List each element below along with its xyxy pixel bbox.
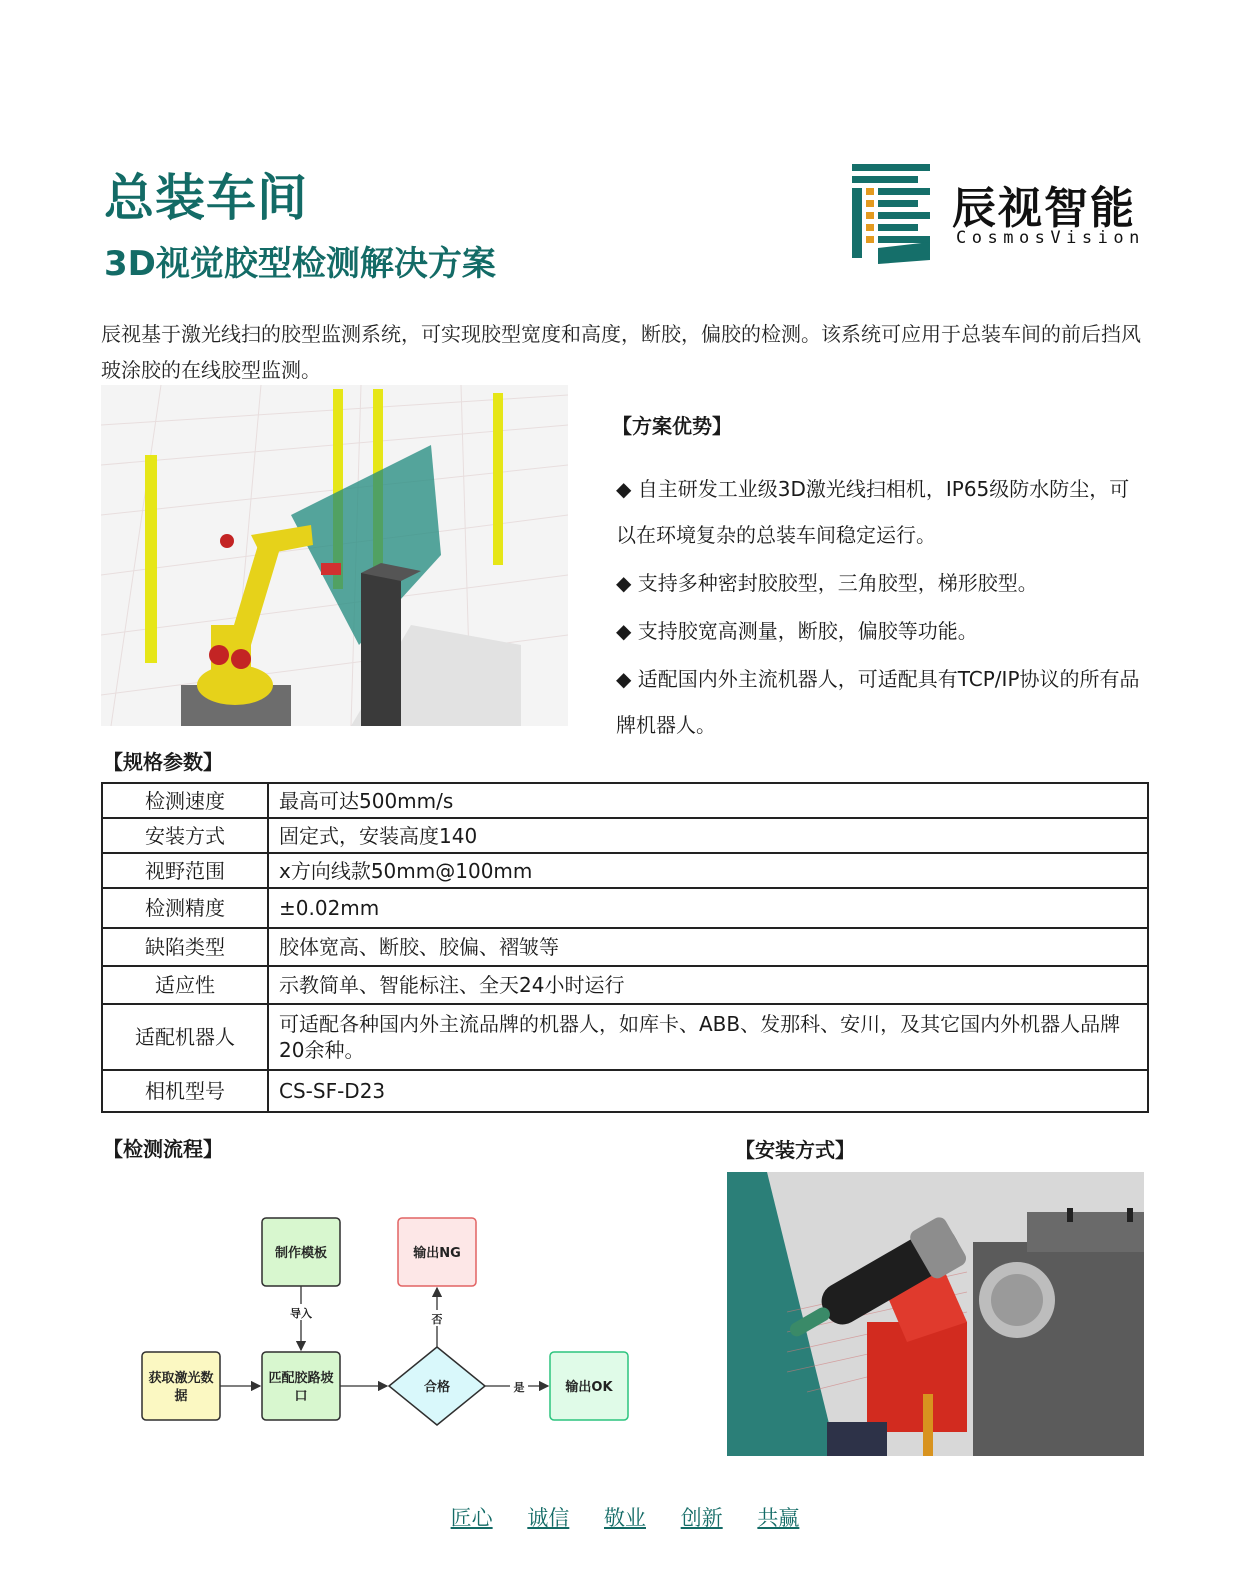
specs-heading: 【规格参数】 bbox=[103, 750, 223, 774]
table-row bbox=[102, 928, 1148, 966]
robot-scene-image bbox=[101, 385, 568, 726]
page-subtitle: 3D视觉胶型检测解决方案 bbox=[104, 244, 496, 284]
table-row bbox=[102, 966, 1148, 1004]
footer-value: 匠心 bbox=[450, 1506, 493, 1530]
spec-value: ±0.02mm bbox=[268, 888, 1148, 928]
node-match-label: 匹配胶路坡 bbox=[268, 1371, 334, 1386]
node-acquire-label: 获取激光数 bbox=[148, 1371, 214, 1386]
specs-table bbox=[101, 782, 1149, 1113]
table-row bbox=[102, 783, 1148, 818]
logo-name-cn: 辰视智能 bbox=[952, 183, 1136, 234]
spec-value: x方向线款50mm@100mm bbox=[268, 853, 1148, 888]
footer-values bbox=[0, 1502, 1250, 1532]
advantage-item: ◆ 支持多种密封胶胶型，三角胶型，梯形胶型。 bbox=[616, 571, 1038, 595]
spec-key: 视野范围 bbox=[102, 853, 268, 888]
table-row bbox=[102, 1004, 1148, 1070]
node-ok-label: 输出OK bbox=[565, 1380, 613, 1395]
node-acquire-label-2: 据 bbox=[174, 1389, 188, 1404]
table-row bbox=[102, 818, 1148, 853]
node-ng-label: 输出NG bbox=[413, 1246, 461, 1261]
install-scene-image bbox=[727, 1172, 1144, 1456]
edge-no-label: 否 bbox=[431, 1313, 443, 1326]
advantage-item: ◆ 支持胶宽高测量，断胶，偏胶等功能。 bbox=[616, 619, 978, 643]
spec-value: 可适配各种国内外主流品牌的机器人，如库卡、ABB、发那科、安川，及其它国内外机器人品牌20余种。 bbox=[268, 1004, 1148, 1070]
flow-diagram bbox=[120, 1190, 680, 1450]
spec-key: 检测速度 bbox=[102, 783, 268, 818]
advantages-heading: 【方案优势】 bbox=[612, 414, 732, 438]
logo-name-en: CosmosVision bbox=[956, 228, 1145, 248]
spec-value: CS-SF-D23 bbox=[268, 1070, 1148, 1112]
spec-value: 示教简单、智能标注、全天24小时运行 bbox=[268, 966, 1148, 1004]
advantage-item: ◆ 自主研发工业级3D激光线扫相机，IP65级防水防尘，可以在环境复杂的总装车间稳定运行。 bbox=[616, 477, 1130, 547]
table-row bbox=[102, 853, 1148, 888]
node-match bbox=[262, 1352, 340, 1420]
spec-key: 安装方式 bbox=[102, 818, 268, 853]
footer-value: 敬业 bbox=[604, 1506, 646, 1530]
node-pass-label: 合格 bbox=[423, 1380, 451, 1395]
spec-value: 胶体宽高、断胶、胶偏、褶皱等 bbox=[268, 928, 1148, 966]
spec-value: 固定式，安装高度140 bbox=[268, 818, 1148, 853]
footer-value: 共赢 bbox=[757, 1506, 800, 1530]
table-row bbox=[102, 1070, 1148, 1112]
spec-value: 最高可达500mm/s bbox=[268, 783, 1148, 818]
spec-key: 适配机器人 bbox=[102, 1004, 268, 1070]
spec-key: 检测精度 bbox=[102, 888, 268, 928]
spec-key: 缺陷类型 bbox=[102, 928, 268, 966]
advantages-list bbox=[616, 466, 1146, 750]
footer-value: 创新 bbox=[680, 1506, 723, 1530]
spec-key: 相机型号 bbox=[102, 1070, 268, 1112]
spec-key: 适应性 bbox=[102, 966, 268, 1004]
edge-yes-label: 是 bbox=[513, 1381, 525, 1394]
node-acquire bbox=[142, 1352, 220, 1420]
footer-value: 诚信 bbox=[527, 1506, 570, 1530]
logo-mark bbox=[852, 160, 930, 264]
table-row bbox=[102, 888, 1148, 928]
node-match-label-2: 口 bbox=[294, 1389, 308, 1404]
flow-heading: 【检测流程】 bbox=[103, 1137, 223, 1161]
edge-import-label: 导入 bbox=[290, 1307, 312, 1320]
intro-paragraph: 辰视基于激光线扫的胶型监测系统，可实现胶型宽度和高度，断胶，偏胶的检测。该系统可应用于总装车间的前后挡风玻涂胶的在线胶型监测。 bbox=[101, 322, 1141, 382]
install-heading: 【安装方式】 bbox=[735, 1138, 855, 1162]
page-title: 总装车间 bbox=[104, 169, 308, 227]
node-template-label: 制作模板 bbox=[274, 1246, 328, 1261]
advantage-item: ◆ 适配国内外主流机器人，可适配具有TCP/IP协议的所有品牌机器人。 bbox=[616, 667, 1140, 737]
